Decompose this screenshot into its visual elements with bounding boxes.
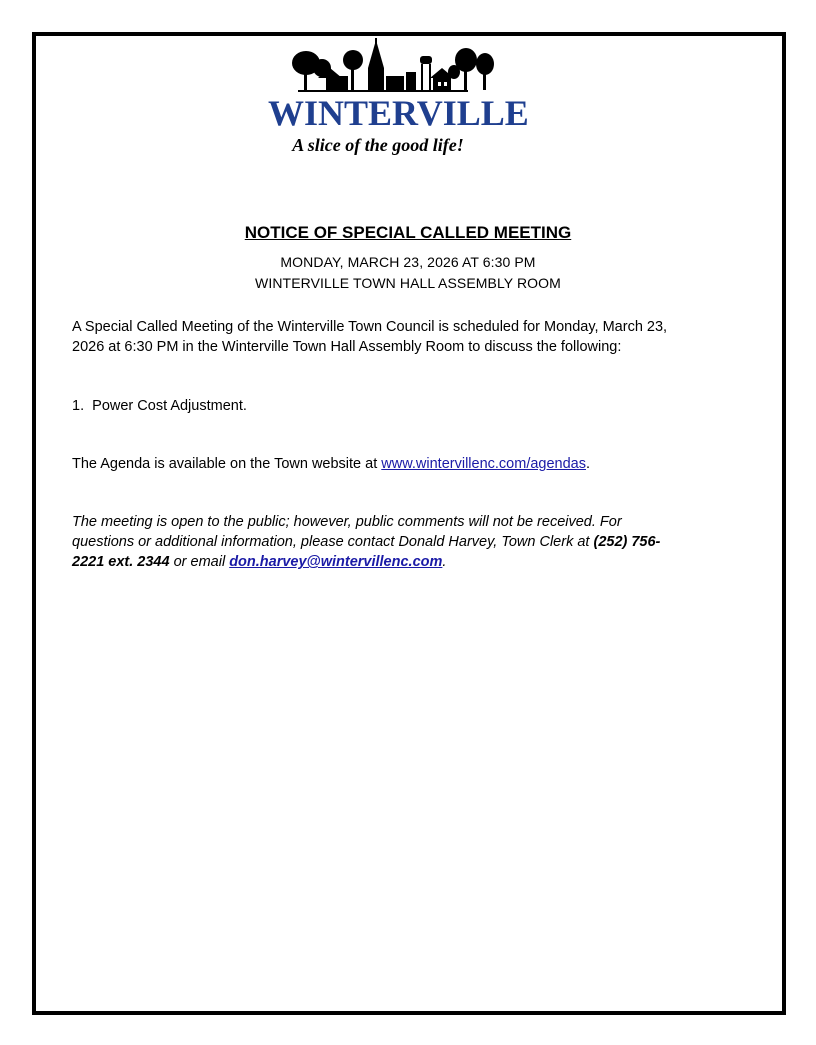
meeting-location-line: WINTERVILLE TOWN HALL ASSEMBLY ROOM [255, 275, 561, 291]
meeting-date-line: MONDAY, MARCH 23, 2026 AT 6:30 PM [280, 254, 536, 270]
intro-line-1: A Special Called Meeting of the Winterville Town Council is scheduled for Monday, March 23, [72, 319, 668, 335]
email-link[interactable]: don.harvey@wintervillenc.com [229, 554, 443, 570]
agenda-suffix: . [585, 456, 591, 472]
agenda-item-1: 1. Power Cost Adjustment. [72, 398, 247, 414]
email-prefix: or email [169, 554, 230, 570]
agenda-availability [72, 454, 752, 474]
town-skyline-icon [258, 38, 498, 98]
public-line-1: The meeting is open to the public; however, public comments will not be received. For [72, 514, 622, 530]
phone-part-1: (252) 756- [593, 534, 661, 550]
agenda-prefix: The Agenda is available on the Town website at [72, 456, 382, 472]
agenda-link[interactable]: www.wintervillenc.com/agendas [381, 456, 586, 472]
logo-wordmark: WINTERVILLE [268, 93, 529, 133]
intro-line-2: 2026 at 6:30 PM in the Winterville Town Hall Assembly Room to discuss the following: [72, 339, 622, 355]
phone-part-2: 2221 ext. 2344 [72, 554, 170, 570]
notice-title: NOTICE OF SPECIAL CALLED MEETING [244, 223, 572, 242]
email-suffix: . [442, 554, 447, 570]
public-notice-paragraph [72, 512, 752, 572]
logo-tagline: A slice of the good life! [292, 135, 464, 155]
intro-paragraph [72, 317, 752, 357]
winterville-logo [258, 38, 529, 198]
public-line-2: questions or additional information, please contact Donald Harvey, Town Clerk at [72, 534, 594, 550]
